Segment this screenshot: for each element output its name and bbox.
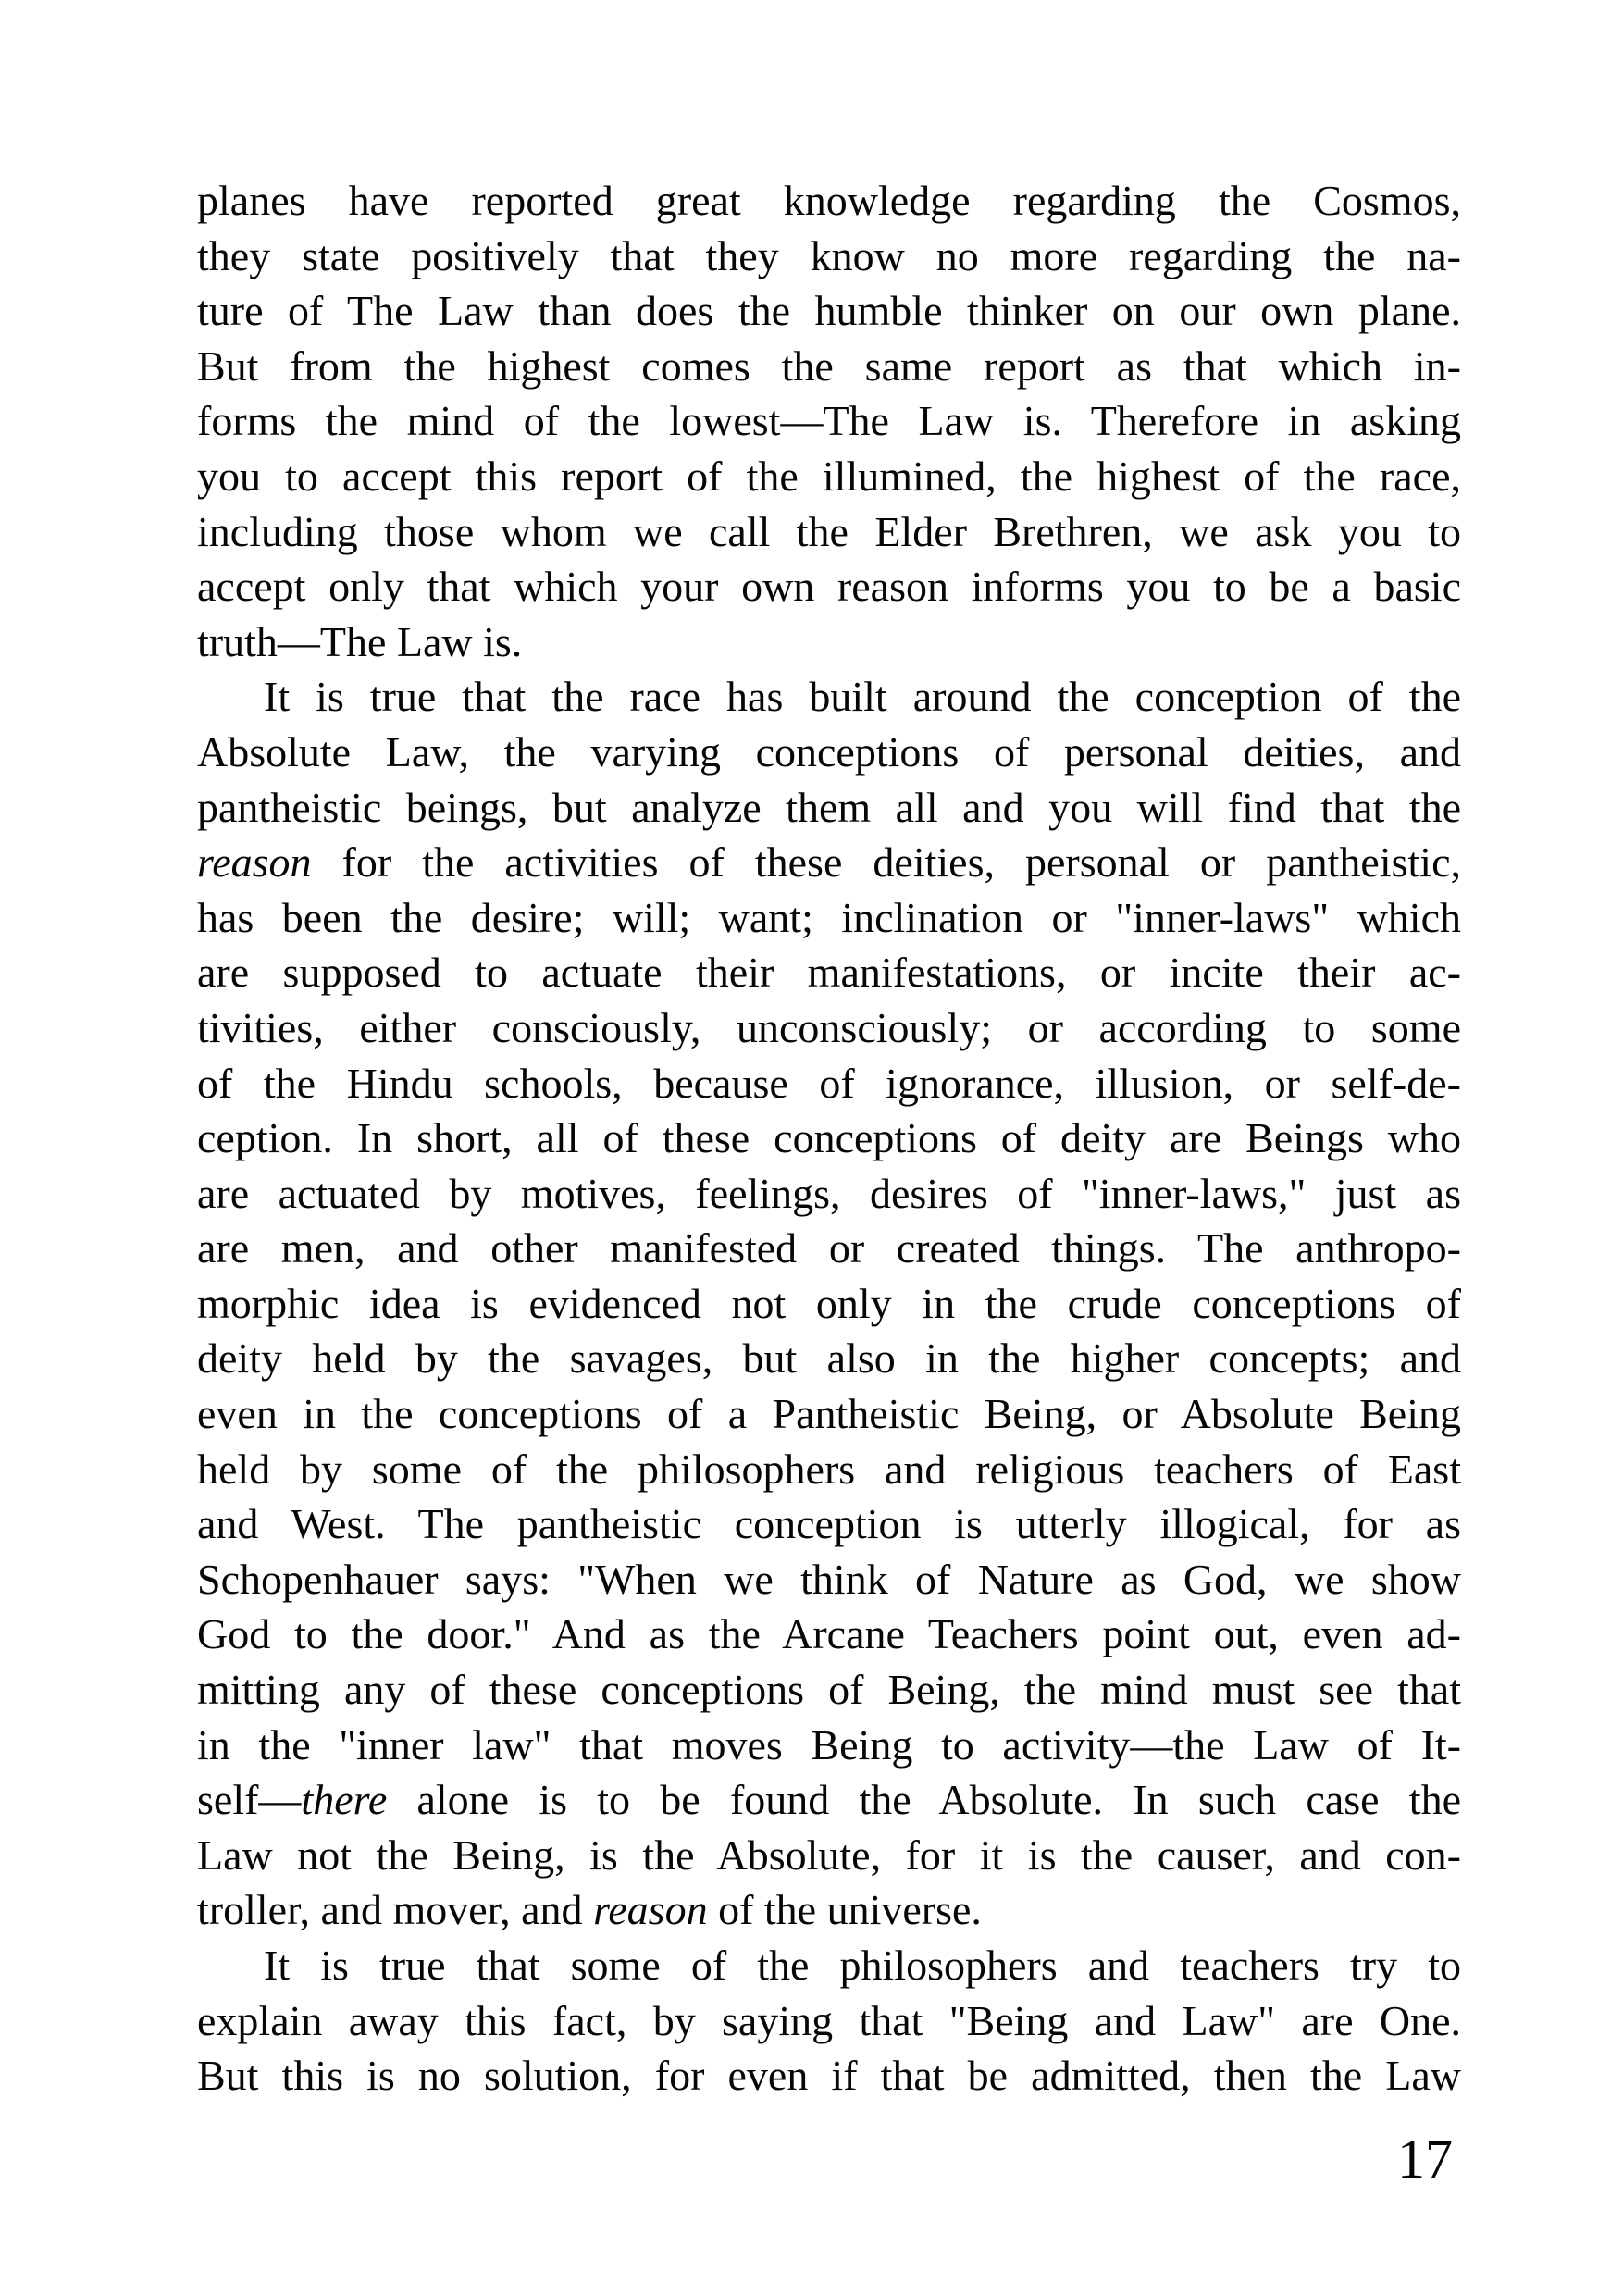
- text-line: and West. The pantheistic conception is utterly illogical, for as: [197, 1500, 1461, 1548]
- text-line: you to accept this report of the illumined, the highest of the race,: [197, 452, 1461, 500]
- italic-word: reason: [593, 1886, 708, 1934]
- text-line: But this is no solution, for even if that be admitted, then the Law: [197, 2052, 1461, 2100]
- text-line: Schopenhauer says: "When we think of Nature as God, we show: [197, 1555, 1461, 1603]
- text-line: truth—The Law is.: [197, 617, 523, 665]
- text-line: troller, and mover, and reason of the universe.: [197, 1886, 982, 1934]
- text-line: even in the conceptions of a Pantheistic Being, or Absolute Being: [197, 1390, 1461, 1438]
- text-line: are actuated by motives, feelings, desires of "inner-laws," just as: [197, 1169, 1461, 1217]
- text-line: are supposed to actuate their manifestations, or incite their ac-: [197, 949, 1461, 997]
- text-line: of the Hindu schools, because of ignorance, illusion, or self-de-: [197, 1059, 1461, 1107]
- text-line: explain away this fact, by saying that "Being and Law" are One.: [197, 1996, 1461, 2044]
- text-line: morphic idea is evidenced not only in the crude conceptions of: [197, 1279, 1461, 1327]
- text-line: Law not the Being, is the Absolute, for it is the causer, and con-: [197, 1831, 1461, 1879]
- italic-word: reason: [197, 838, 312, 887]
- paragraph: [197, 173, 1461, 669]
- text-line: tivities, either consciously, unconsciously; or according to some: [197, 1003, 1461, 1051]
- text-line: ception. In short, all of these conceptions of deity are Beings who: [197, 1114, 1461, 1162]
- body-text: [197, 173, 1461, 2104]
- text-line: mitting any of these conceptions of Being, the mind must see that: [197, 1666, 1461, 1714]
- text-line: self—there alone is to be found the Absolute. In such case the: [197, 1776, 1461, 1824]
- text-line: ture of The Law than does the humble thinker on our own plane.: [197, 287, 1461, 335]
- text-line: It is true that some of the philosophers and teachers try to: [264, 1942, 1461, 1989]
- text-line: held by some of the philosophers and religious teachers of East: [197, 1445, 1461, 1493]
- text-line: But from the highest comes the same report as that which in-: [197, 341, 1461, 390]
- italic-word: there: [301, 1776, 388, 1824]
- text-line: they state positively that they know no more regarding the na-: [197, 231, 1461, 279]
- text-line: pantheistic beings, but analyze them all and you will find that the: [197, 783, 1461, 831]
- paragraph: [197, 1938, 1461, 2104]
- text-line: It is true that the race has built around the conception of the: [264, 673, 1461, 721]
- text-line: accept only that which your own reason informs you to be a basic: [197, 563, 1461, 611]
- text-line: forms the mind of the lowest—The Law is. Therefore in asking: [197, 397, 1461, 445]
- page-number: 17: [1397, 2128, 1453, 2190]
- text-line: are men, and other manifested or created things. The anthropo-: [197, 1224, 1461, 1272]
- text-line: including those whom we call the Elder Brethren, we ask you to: [197, 507, 1461, 555]
- text-line: has been the desire; will; want; inclination or "inner-laws" which: [197, 893, 1461, 941]
- text-line: deity held by the savages, but also in the higher concepts; and: [197, 1334, 1461, 1383]
- text-line: in the "inner law" that moves Being to activity—the Law of It-: [197, 1720, 1461, 1769]
- text-line: Absolute Law, the varying conceptions of personal deities, and: [197, 727, 1461, 776]
- text-line: reason for the activities of these deities, personal or pantheistic,: [197, 838, 1461, 887]
- paragraph: [197, 669, 1461, 1938]
- text-line: planes have reported great knowledge regarding the Cosmos,: [197, 177, 1461, 224]
- text-line: God to the door." And as the Arcane Teachers point out, even ad-: [197, 1610, 1461, 1658]
